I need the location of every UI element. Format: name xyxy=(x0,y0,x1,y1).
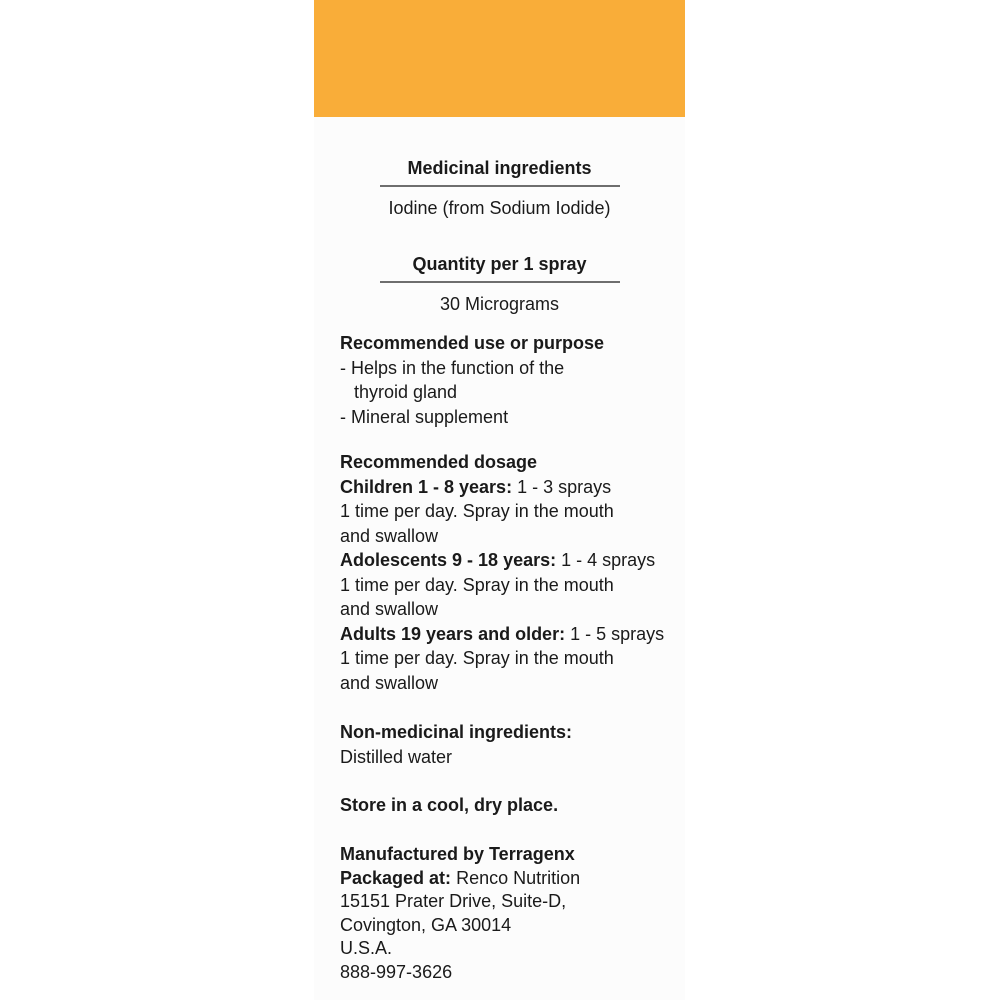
address-line: Covington, GA 30014 xyxy=(340,914,512,935)
manufacturer-section xyxy=(340,843,680,984)
dosage-children-label: Children 1 - 8 years: xyxy=(340,476,513,497)
dosage-children xyxy=(340,475,680,500)
dosage-instruction: 1 time per day. Spray in the mouth xyxy=(340,574,614,595)
dosage-adolescents-amount: 1 - 4 sprays xyxy=(556,550,656,570)
quantity-section xyxy=(314,253,685,315)
medicinal-section xyxy=(314,157,685,219)
dosage-instruction: 1 time per day. Spray in the mouth xyxy=(340,501,614,521)
dosage-instruction: and swallow xyxy=(340,525,439,546)
dosage-children-amount: 1 - 3 sprays xyxy=(512,476,612,497)
quantity-heading: Quantity per 1 spray xyxy=(412,254,587,274)
storage-section xyxy=(340,793,680,818)
address-line: 15151 Prater Drive, Suite-D, xyxy=(340,891,567,911)
use-heading: Recommended use or purpose xyxy=(340,333,605,353)
dosage-instruction: 1 time per day. Spray in the mouth xyxy=(340,648,614,668)
storage-text: Store in a cool, dry place. xyxy=(340,795,559,815)
quantity-value: 30 Micrograms xyxy=(439,294,560,314)
dosage-adults-amount: 1 - 5 sprays xyxy=(565,623,665,644)
packaged-label: Packaged at: xyxy=(340,867,452,888)
use-line: - Mineral supplement xyxy=(340,406,509,427)
packaged-value: Renco Nutrition xyxy=(451,867,581,888)
dosage-heading: Recommended dosage xyxy=(340,452,538,472)
dosage-adolescents xyxy=(340,548,680,573)
dosage-adolescents-label: Adolescents 9 - 18 years: xyxy=(340,550,557,570)
manufacturer-line: Manufactured by Terragenx xyxy=(340,844,575,864)
dosage-instruction: and swallow xyxy=(340,672,439,693)
dosage-instruction: and swallow xyxy=(340,599,439,619)
dosage-adults xyxy=(340,622,680,647)
packaged-at xyxy=(340,867,680,891)
phone-number: 888-997-3626 xyxy=(340,961,453,982)
label-panel xyxy=(314,0,685,1000)
non-medicinal-section xyxy=(340,720,680,769)
medicinal-heading: Medicinal ingredients xyxy=(407,158,592,178)
divider-rule xyxy=(380,185,620,187)
dosage-section xyxy=(340,450,680,695)
address-country: U.S.A. xyxy=(340,938,393,958)
use-line: thyroid gland xyxy=(354,382,458,402)
orange-band xyxy=(314,0,685,117)
use-section xyxy=(340,331,680,429)
non-medicinal-heading: Non-medicinal ingredients: xyxy=(340,722,573,742)
divider-rule xyxy=(380,281,620,283)
medicinal-value: Iodine (from Sodium Iodide) xyxy=(388,198,611,218)
non-medicinal-value: Distilled water xyxy=(340,746,453,767)
dosage-adults-label: Adults 19 years and older: xyxy=(340,623,566,644)
use-line: - Helps in the function of the xyxy=(340,357,565,378)
